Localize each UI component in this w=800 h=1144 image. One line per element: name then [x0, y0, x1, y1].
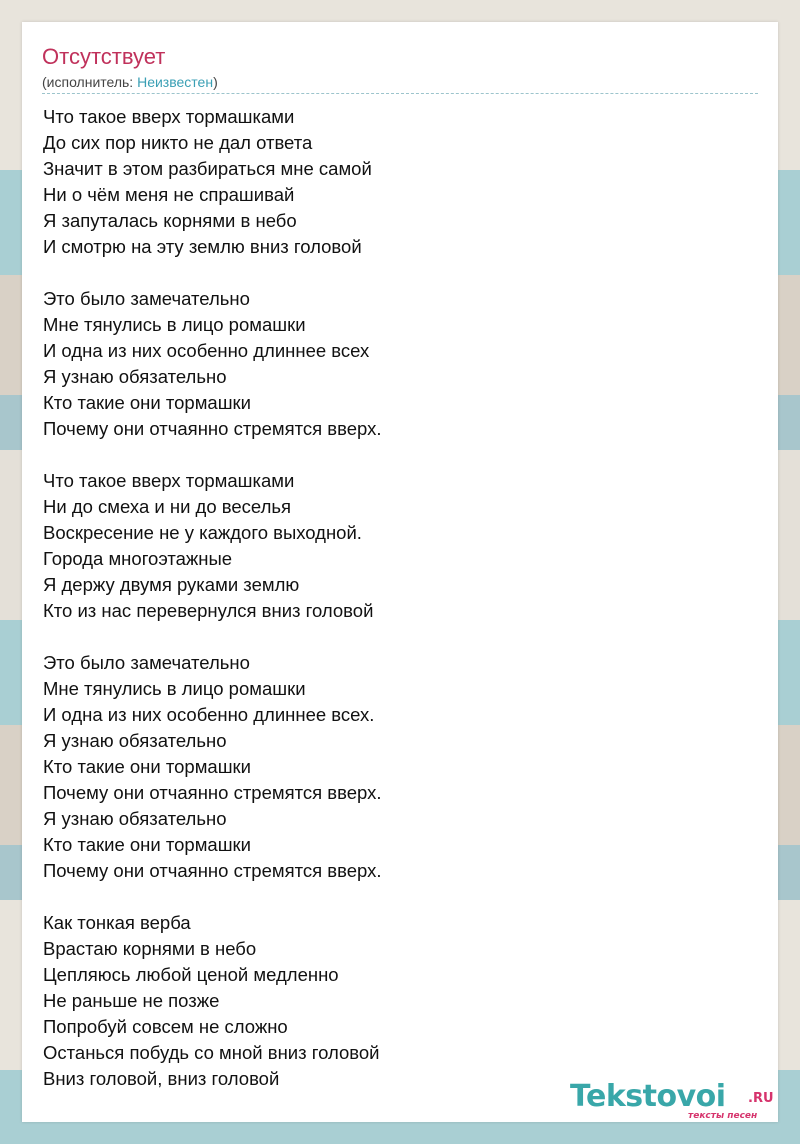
lyric-line: Ни до смеха и ни до веселья: [43, 496, 292, 517]
artist-prefix: (исполнитель:: [42, 74, 138, 90]
lyric-line: Я узнаю обязательно: [43, 808, 227, 829]
artist-line: [42, 73, 218, 91]
lyric-line: Я запуталась корнями в небо: [43, 210, 297, 231]
logo-wordmark: Tekstovoi: [570, 1079, 726, 1114]
stanza: [43, 468, 743, 624]
lyric-line: Что такое вверх тормашками: [43, 106, 295, 127]
lyric-line: Ни о чём меня не спрашивай: [43, 184, 295, 205]
lyric-line: Почему они отчаянно стремятся вверх.: [43, 782, 382, 803]
lyrics-text: [43, 104, 743, 1092]
lyric-line: Что такое вверх тормашками: [43, 470, 295, 491]
lyric-line: Я узнаю обязательно: [43, 730, 227, 751]
stanza: [43, 910, 743, 1092]
lyric-line: Мне тянулись в лицо ромашки: [43, 314, 306, 335]
lyric-line: Я держу двумя руками землю: [43, 574, 300, 595]
lyric-line: И одна из них особенно длиннее всех: [43, 340, 370, 361]
lyric-line: Вниз головой, вниз головой: [43, 1068, 280, 1089]
lyric-line: Города многоэтажные: [43, 548, 233, 569]
lyric-line: Врастаю корнями в небо: [43, 938, 257, 959]
lyric-line: До сих пор никто не дал ответа: [43, 132, 313, 153]
artist-link[interactable]: Неизвестен: [137, 74, 214, 90]
lyric-line: Значит в этом разбираться мне самой: [43, 158, 372, 179]
lyric-line: Кто такие они тормашки: [43, 834, 251, 855]
lyric-line: Мне тянулись в лицо ромашки: [43, 678, 306, 699]
lyric-line: Воскресение не у каждого выходной.: [43, 522, 362, 543]
lyrics-page: [22, 22, 778, 1122]
lyric-line: Как тонкая верба: [43, 912, 191, 933]
lyric-line: Почему они отчаянно стремятся вверх.: [43, 418, 382, 439]
lyric-line: Это было замечательно: [43, 652, 250, 673]
song-title: Отсутствует: [42, 44, 166, 69]
lyric-line: Цепляюсь любой ценой медленно: [43, 964, 339, 985]
lyric-line: Кто из нас перевернулся вниз головой: [43, 600, 374, 621]
lyric-line: Это было замечательно: [43, 288, 250, 309]
title-divider: [42, 93, 758, 94]
artist-suffix: ): [213, 74, 218, 90]
logo-tagline: тексты песен: [688, 1111, 758, 1121]
lyric-line: Я узнаю обязательно: [43, 366, 227, 387]
stanza: [43, 104, 743, 260]
lyric-line: Останься побудь со мной вниз головой: [43, 1042, 380, 1063]
stanza: [43, 286, 743, 442]
lyric-line: И одна из них особенно длиннее всех.: [43, 704, 375, 725]
lyric-line: Попробуй совсем не сложно: [43, 1016, 288, 1037]
lyric-line: И смотрю на эту землю вниз головой: [43, 236, 362, 257]
lyric-line: Почему они отчаянно стремятся вверх.: [43, 860, 382, 881]
logo-domain: .RU: [748, 1091, 774, 1106]
lyric-line: Кто такие они тормашки: [43, 392, 251, 413]
lyric-line: Не раньше не позже: [43, 990, 220, 1011]
stanza: [43, 650, 743, 884]
lyric-line: Кто такие они тормашки: [43, 756, 251, 777]
site-logo[interactable]: [570, 1079, 774, 1121]
